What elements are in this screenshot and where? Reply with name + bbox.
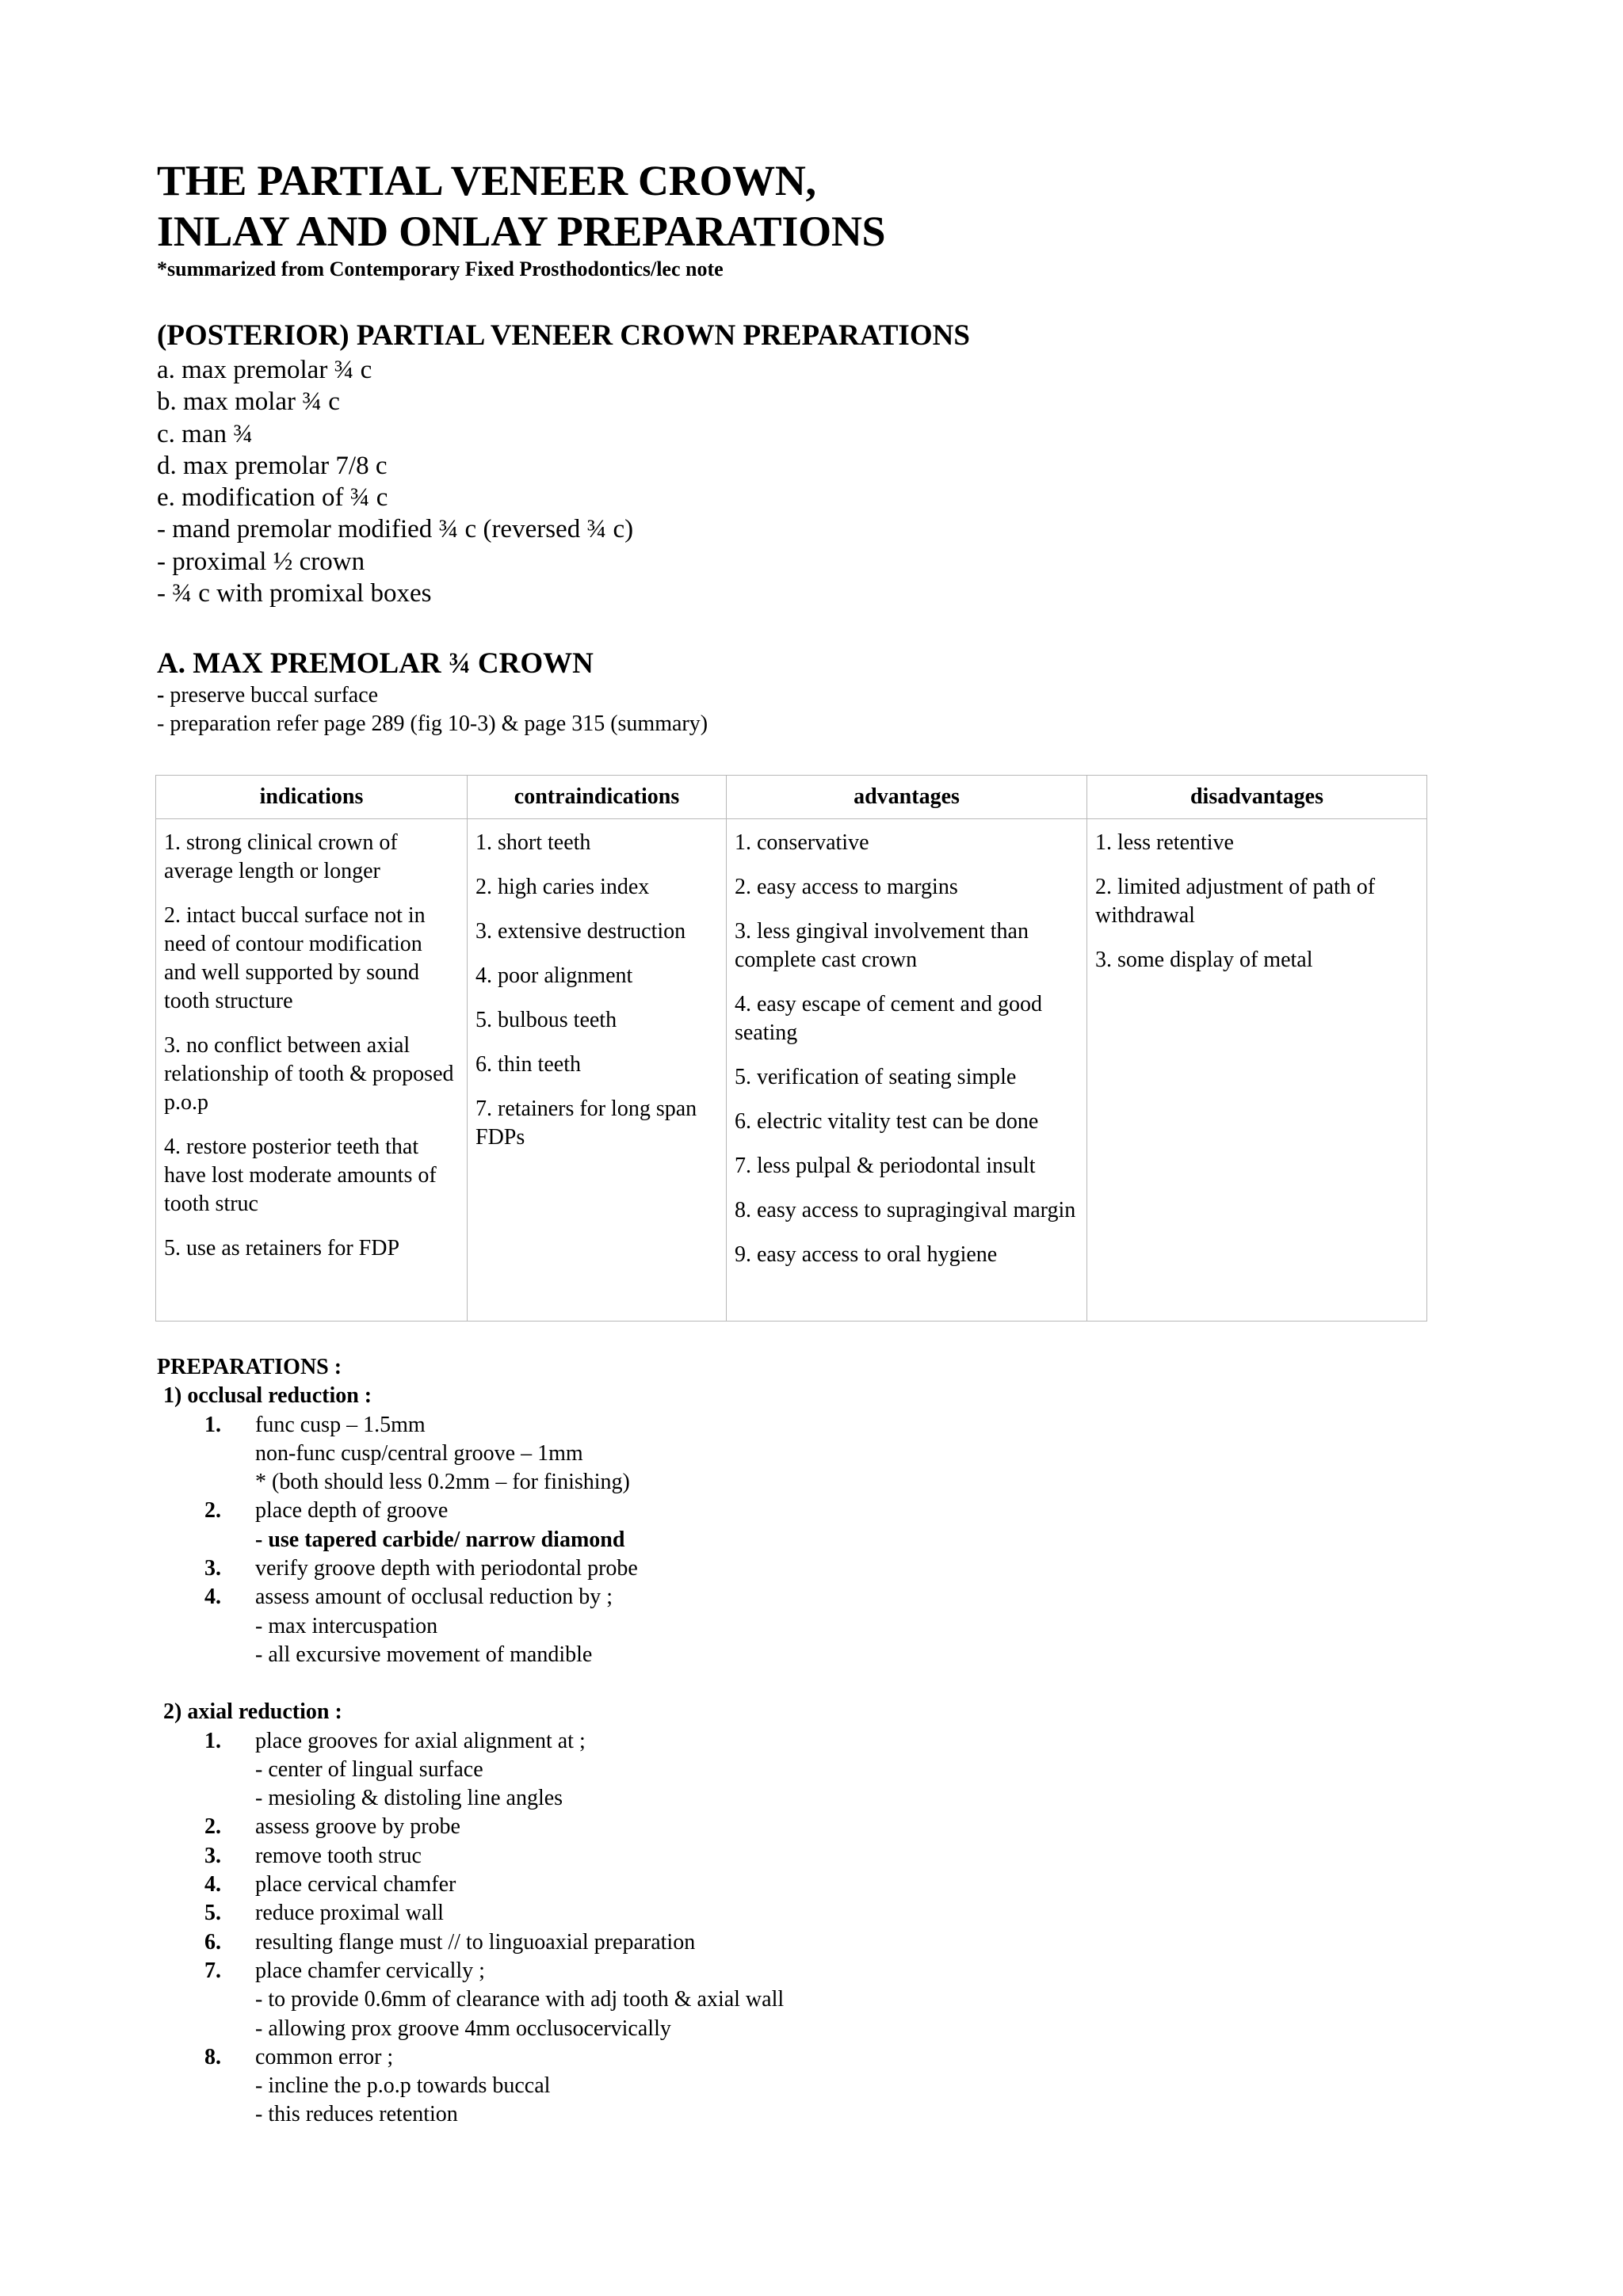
step-sub: - incline the p.o.p towards buccal [255,2073,551,2099]
list-item: e. modification of ¾ c [157,483,388,513]
list-item: 3. less gingival involvement than complete cast crown [735,919,1029,972]
step-sub: - allowing prox groove 4mm occlusocervically [255,2016,671,2041]
list-item: 9. easy access to oral hygiene [735,1242,998,1267]
step-item [157,1842,784,1871]
preparations-section [157,1353,784,2130]
step-sub: - center of lingual surface [255,1756,483,1782]
list-item: - mand premolar modified ¾ c (reversed ¾ c) [157,515,634,544]
step-sub: - mesioling & distoling line angles [255,1786,563,1811]
step-text: resulting flange must // to linguoaxial preparation [255,1929,696,1955]
step-item [157,1497,784,1554]
step-number: 4. [204,1585,221,1610]
occlusal-reduction-title: 1) occlusal reduction : [163,1383,372,1409]
list-item: 8. easy access to supragingival margin [735,1198,1076,1222]
step-text: reduce proximal wall [255,1901,444,1926]
step-sub: - all excursive movement of mandible [255,1642,593,1667]
step-number: 2. [204,1814,221,1840]
step-number: 4. [204,1872,221,1897]
list-item: 1. less retentive [1095,830,1234,855]
list-item: 3. no conflict between axial relationship of tooth & proposed p.o.p [164,1033,454,1115]
step-text: func cusp – 1.5mm [255,1412,426,1437]
note-item: - preparation refer page 289 (fig 10-3) & page 315 (summary) [157,711,708,736]
list-item: 5. verification of seating simple [735,1065,1017,1089]
list-item: 6. electric vitality test can be done [735,1109,1039,1134]
list-item: 2. limited adjustment of path of withdrawal [1095,875,1376,928]
list-item: 3. extensive destruction [475,919,686,944]
list-item: c. man ¾ [157,419,253,448]
contraindications-cell [468,819,727,1322]
step-sub: * (both should less 0.2mm – for finishing) [255,1470,630,1495]
list-item: 5. bulbous teeth [475,1008,617,1032]
list-item: 1. short teeth [475,830,591,855]
list-item: 4. restore posterior teeth that have lost moderate amounts of tooth struc [164,1135,437,1216]
spacer [157,1669,784,1698]
step-number: 8. [204,2044,221,2069]
step-number: 3. [204,1843,221,1868]
step-number: 1. [204,1728,221,1753]
step-number: 5. [204,1901,221,1926]
list-item: 1. strong clinical crown of average length or longer [164,830,398,883]
step-number: 7. [204,1958,221,1983]
list-item: 4. poor alignment [475,963,633,988]
step-text: assess groove by probe [255,1814,460,1840]
list-item: 2. high caries index [475,875,650,899]
note-dash: - [157,683,165,707]
step-number: 1. [204,1412,221,1437]
step-item [157,1727,784,1814]
list-item: a. max premolar ¾ c [157,356,372,384]
step-text: place depth of groove [255,1498,449,1524]
list-item: 5. use as retainers for FDP [164,1236,400,1261]
step-sub: - to provide 0.6mm of clearance with adj tooth & axial wall [255,1987,785,2012]
list-item: d. max premolar 7/8 c [157,451,388,480]
list-item: - ¾ c with promixal boxes [157,579,432,608]
step-item [157,2043,784,2130]
list-item: 6. thin teeth [475,1052,581,1077]
section-heading: (POSTERIOR) PARTIAL VENEER CROWN PREPARATIONS [157,319,970,352]
step-item [157,1871,784,1899]
axial-steps [157,1727,784,2130]
note-item [157,681,708,710]
column-header-indications: indications [156,776,468,819]
step-text: place chamfer cervically ; [255,1958,485,1983]
list-item: 2. intact buccal surface not in need of contour modification and well supported by sound tooth structure [164,903,426,1013]
step-text: place cervical chamfer [255,1872,456,1897]
step-item [157,1583,784,1669]
step-text: verify groove depth with periodontal probe [255,1556,638,1581]
step-number: 2. [204,1498,221,1524]
disadvantages-cell [1087,819,1427,1322]
step-sub: non-func cusp/central groove – 1mm [255,1440,583,1466]
axial-reduction-title: 2) axial reduction : [163,1699,342,1725]
crown-variant-list [157,354,633,609]
note-text: preserve buccal surface [164,683,379,707]
advantages-cell [727,819,1087,1322]
list-item: 2. easy access to margins [735,875,958,899]
indications-cell [156,819,468,1322]
list-item: 3. some display of metal [1095,948,1313,972]
step-text: common error ; [255,2044,394,2069]
list-item: 7. retainers for long span FDPs [475,1097,697,1150]
step-item [157,1928,784,1957]
column-header-contraindications: contraindications [468,776,727,819]
step-sub: - max intercuspation [255,1613,438,1638]
list-item: 1. conservative [735,830,869,855]
step-item [157,1899,784,1928]
step-sub: - this reduces retention [255,2102,458,2127]
step-number: 6. [204,1929,221,1955]
list-item: b. max molar ¾ c [157,387,340,417]
table-header-row [156,776,1427,819]
list-item: 7. less pulpal & periodontal insult [735,1154,1036,1178]
step-item [157,1411,784,1497]
step-number: 3. [204,1556,221,1581]
summary-table [155,775,1427,1322]
title-line-1: THE PARTIAL VENEER CROWN, [157,157,816,204]
list-item: 4. easy escape of cement and good seating [735,992,1042,1045]
table-row [156,819,1427,1322]
step-text: assess amount of occlusal reduction by ; [255,1585,613,1610]
preparations-title: PREPARATIONS : [157,1355,342,1379]
occlusal-steps [157,1411,784,1670]
title-line-2: INLAY AND ONLAY PREPARATIONS [157,208,886,255]
document-title [157,155,885,257]
subsection-notes [157,681,708,738]
step-item [157,1554,784,1583]
step-sub: - use tapered carbide/ narrow diamond [255,1527,625,1552]
source-note: *summarized from Contemporary Fixed Prosthodontics/lec note [157,257,724,280]
step-item [157,1957,784,2043]
subsection-heading: A. MAX PREMOLAR ¾ CROWN [157,647,594,680]
step-text: remove tooth struc [255,1843,422,1868]
column-header-disadvantages: disadvantages [1087,776,1427,819]
column-header-advantages: advantages [727,776,1087,819]
step-item [157,1813,784,1841]
step-text: place grooves for axial alignment at ; [255,1728,586,1753]
list-item: - proximal ½ crown [157,547,365,576]
